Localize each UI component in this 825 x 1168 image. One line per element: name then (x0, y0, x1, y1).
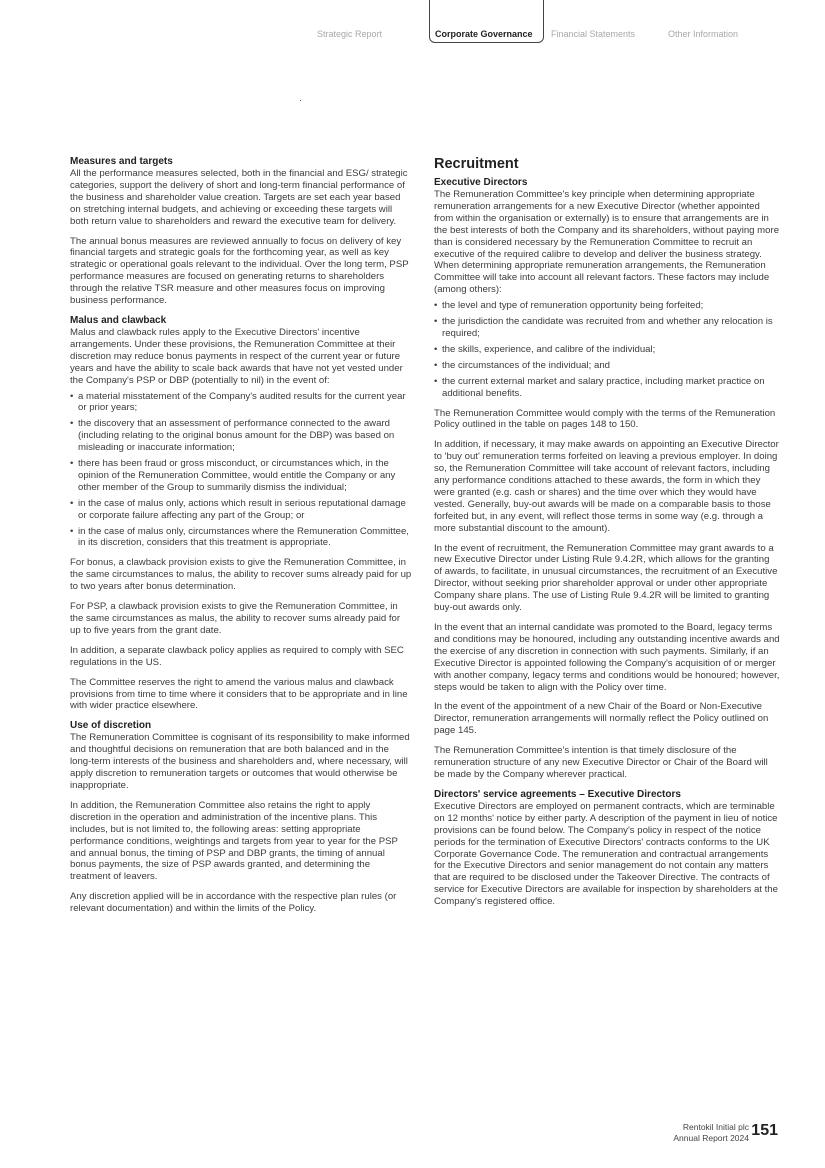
left-column (70, 156, 412, 923)
list-item: • the current external market and salary practice, including market practice on additional benefits. (434, 376, 780, 400)
list-item: • the level and type of remuneration opportunity being forfeited; (434, 300, 780, 312)
discretion-paragraph-2: In addition, the Remuneration Committee also retains the right to apply discretion in the operation and administration of the incentive plans. This includes, but is not limited to, the following areas: setting appropriate performance conditions, weightings and targets from year to year for the PSP and annual bonus, the timing of PSP and DBP grants, the timing of annual bonus payments, the size of PSP awards granted, and determining the treatment of leavers. (70, 799, 398, 883)
measures-paragraph-2: The annual bonus measures are reviewed annually to focus on delivery of key financial targets and strategic goals for the forthcoming year, as well as key strategic or operational goals relevant to the individual. Over the long term, PSP performance measures are focused on generating returns to shareholders through the relative TSR measure and other measures focus on improving business performance. (70, 235, 409, 307)
service-agreements-heading: Directors' service agreements – Executive Directors (434, 788, 681, 800)
discretion-heading: Use of discretion (70, 720, 152, 732)
section-nav (0, 0, 825, 46)
stray-dot (300, 100, 301, 101)
list-item: • in the case of malus only, circumstances where the Remuneration Committee, in its discretion, considers that this treatment is appropriate. (70, 526, 412, 550)
executive-paragraph-6: In the event of the appointment of a new Chair of the Board or Non-Executive Director, remuneration arrangements will normally reflect the Policy outlined on page 145. (434, 701, 769, 737)
list-item: • there has been fraud or gross misconduct, or circumstances which, in the opinion of the Remuneration Committee, would entitle the Company or any other member of the Group to summarily dismiss the individual; (70, 458, 412, 494)
list-item: • a material misstatement of the Company's audited results for the current year or prior years; (70, 391, 412, 415)
footer-text (673, 1122, 749, 1143)
discretion-paragraph-1: The Remuneration Committee is cognisant of its responsibility to make informed and thoughtful decisions on remuneration that are both balanced and in the long-term interests of the business and shareholders and, where necessary, will apply discretion to remuneration targets or outcomes that would otherwise be inappropriate. (70, 732, 410, 791)
measures-heading: Measures and targets (70, 156, 173, 167)
footer-company: Rentokil Initial plc (682, 1122, 749, 1132)
list-item: • the circumstances of the individual; and (434, 360, 780, 372)
malus-paragraph-3: For PSP, a clawback provision exists to give the Remuneration Committee, in the same circumstances as malus, the ability to recover sums already paid for up to five years from the grant date. (70, 601, 401, 636)
footer-report: Annual Report 2024 (673, 1132, 749, 1143)
malus-paragraph-1: Malus and clawback rules apply to the Executive Directors' incentive arrangements. Under these provisions, the Remuneration Committee at their discretion may reduce bonus payments in respect of the current year or future years and have the ability to scale back awards that have not yet vested under the Company's PSP or DBP (potentially to nil) in the event of: (70, 326, 403, 386)
measures-paragraph-1: All the performance measures selected, both in the financial and ESG/ strategic categories, support the delivery of short and long-term financial performance of the business and shareholder value creation. Targets are set each year based on stretching internal budgets, and achieving or exceeding these targets will both return value to shareholders and reward the executive team for delivery. (70, 168, 408, 227)
nav-corporate-governance-tab[interactable] (429, 0, 544, 43)
malus-paragraph-4: In addition, a separate clawback policy applies as required to comply with SEC regulations in the US. (70, 644, 404, 668)
nav-financial-statements[interactable]: Financial Statements (551, 29, 636, 39)
list-item: • the discovery that an assessment of performance connected to the award (including relating to the original bonus amount for the DBP) was based on misleading or inaccurate information; (70, 418, 412, 454)
nav-other-information[interactable]: Other Information (668, 29, 739, 39)
discretion-paragraph-3: Any discretion applied will be in accordance with the respective plan rules (or relevant documentation) and within the limits of the Policy. (70, 891, 397, 915)
executive-paragraph-1: The Remuneration Committee's key principle when determining appropriate remuneration arrangements for a new Executive Director (whether appointed from within the organisation or externally) is to ensure that arrangements are in the best interests of both the Company and its shareholders, without paying more than is considered necessary by the Remuneration Committee to recruit an executive of the required calibre to develop and deliver the business strategy. When determining appropriate remuneration arrangements, the Remuneration Committee will take into account all relevant factors. These factors may include (among others): (434, 189, 780, 296)
malus-paragraph-2: For bonus, a clawback provision exists to give the Remuneration Committee, in the same circumstances to malus, the ability to recover sums already paid for up to two years after bonus determination. (70, 557, 412, 593)
executive-paragraph-4: In the event of recruitment, the Remuneration Committee may grant awards to a new Executive Director under Listing Rule 9.4.2R, which allows for the granting of awards, to facilitate, in unusual circumstances, the recruitment of an Executive Director, without seeking prior shareholder approval or under other appropriate Company share plans. The use of Listing Rule 9.4.2R will be limited to granting buy-out awards only. (434, 542, 778, 614)
nav-corporate-governance-label: Corporate Governance (435, 29, 533, 39)
list-item: • the jurisdiction the candidate was recruited from and whether any relocation is required; (434, 316, 780, 340)
executive-directors-heading: Executive Directors (434, 177, 528, 188)
malus-heading: Malus and clawback (70, 314, 167, 326)
malus-bullet-list (70, 391, 412, 550)
list-item: • the skills, experience, and calibre of the individual; (434, 344, 780, 356)
recruitment-title: Recruitment (434, 156, 519, 172)
malus-paragraph-5: The Committee reserves the right to amend the various malus and clawback provisions from time to time where it considers that to be appropriate and in line with wider practice elsewhere. (70, 676, 408, 712)
executive-paragraph-2: The Remuneration Committee would comply with the terms of the Remuneration Policy outlined in the table on pages 148 to 150. (434, 407, 776, 431)
right-column (434, 156, 780, 916)
service-agreements-paragraph: Executive Directors are employed on permanent contracts, which are terminable on 12 months' notice by either party. A description of the payment in lieu of notice provisions can be found below. The Company's policy in respect of the notice periods for the termination of Executive Directors' contracts conforms to the UK Corporate Governance Code. The remuneration and contractual arrangements for the Executive Directors and senior management do not contain any matters that are required to be disclosed under the Takeover Directive. The contracts of service for Executive Directors are available for inspection by shareholders at the Company's registered office. (434, 800, 778, 908)
recruitment-factors-list (434, 300, 780, 399)
executive-paragraph-3: In addition, if necessary, it may make awards on appointing an Executive Director to 'buy out' remuneration terms forfeited on leaving a previous employer. In doing so, the Remuneration Committee will take account of relevant factors, including any performance conditions attached to these awards, the form in which they were granted (e.g. cash or shares) and the time over which they would have vested. Generally, buy-out awards will be made on a comparable basis to those forfeited but, in any event, will reflect those terms in some way (e.g. through a more substantial discount to the amount). (434, 439, 779, 534)
page-number: 151 (751, 1122, 778, 1139)
executive-paragraph-7: The Remuneration Committee's intention is that timely disclosure of the remuneration structure of any new Executive Director or Chair of the Board will be made by the Company wherever practical. (434, 745, 768, 780)
list-item: • in the case of malus only, actions which result in serious reputational damage or corporate failure affecting any part of the Group; or (70, 498, 412, 522)
nav-strategic-report[interactable]: Strategic Report (317, 29, 383, 39)
executive-paragraph-5: In the event that an internal candidate was promoted to the Board, legacy terms and conditions may be honoured, including any outstanding incentive awards and the exercise of any discretion in connection with such payments. Similarly, if an Executive Director is appointed following the Company's acquisition of or merger with another company, legacy terms and conditions would be honoured; however, steps would be taken to align with the Policy over time. (434, 622, 780, 693)
